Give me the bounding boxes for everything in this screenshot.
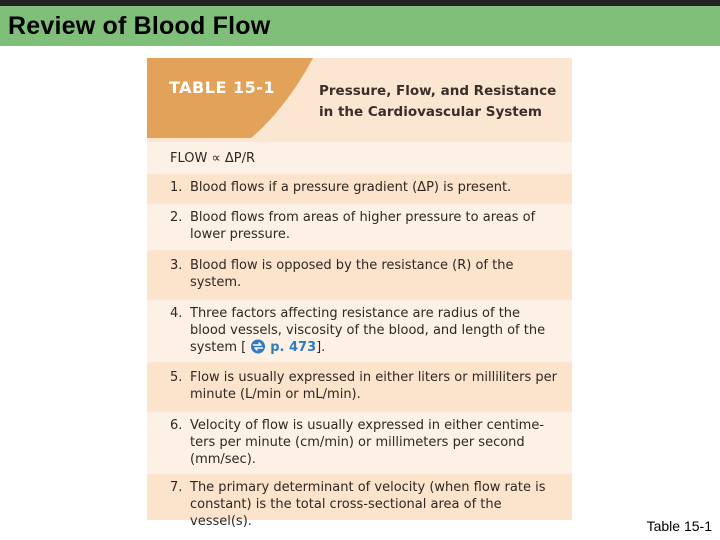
list-item <box>147 174 572 202</box>
table-label-tab <box>147 58 319 138</box>
cross-reference-arrows-icon <box>249 339 267 354</box>
table-15-1 <box>147 58 572 529</box>
list-item <box>147 204 572 250</box>
item-number: 7. <box>170 480 183 495</box>
list-item <box>147 252 572 298</box>
caption-line-2: in the Cardiovascular System <box>319 104 542 120</box>
item-text: Blood flows from areas of higher pressure to areas of lower pressure. <box>190 210 536 242</box>
item-text <box>190 305 565 356</box>
page-reference-link[interactable]: p. 473 <box>270 340 317 355</box>
table-caption <box>319 81 569 123</box>
item-text-main: Three factors affecting resistance are radius of the blood vessels, viscosity of the blood, and length of the system [ <box>190 306 546 355</box>
item-text-end: ]. <box>316 340 326 355</box>
flow-formula: FLOW ∝ ΔP/R <box>170 151 256 166</box>
table-id: TABLE 15-1 <box>169 78 275 97</box>
caption-line-1: Pressure, Flow, and Resistance <box>319 83 557 99</box>
list-item <box>147 364 572 410</box>
item-text: Blood flow is opposed by the resistance (R) of the system. <box>190 258 514 290</box>
list-item <box>147 412 572 474</box>
list-item <box>147 300 572 362</box>
slide-footer-label: Table 15-1 <box>646 518 712 534</box>
item-number: 4. <box>170 306 183 321</box>
list-item <box>147 474 572 529</box>
item-number: 3. <box>170 258 183 273</box>
item-number: 2. <box>170 210 183 225</box>
item-number: 5. <box>170 370 183 385</box>
item-text: Velocity of flow is usually expressed in either centime- ters per minute (cm/min) or millimeters per second (mm/sec). <box>190 418 545 467</box>
slide-title: Review of Blood Flow <box>8 12 271 40</box>
table-header <box>147 58 572 138</box>
item-text: The primary determinant of velocity (when flow rate is constant) is the total cross-sectional area of the vessel(s). <box>190 480 546 529</box>
formula-row <box>147 142 572 174</box>
item-number: 1. <box>170 180 183 195</box>
item-text: Blood flows if a pressure gradient (ΔP) is present. <box>190 180 512 195</box>
item-number: 6. <box>170 418 183 433</box>
item-text: Flow is usually expressed in either liters or milliliters per minute (L/min or mL/min). <box>190 370 557 402</box>
